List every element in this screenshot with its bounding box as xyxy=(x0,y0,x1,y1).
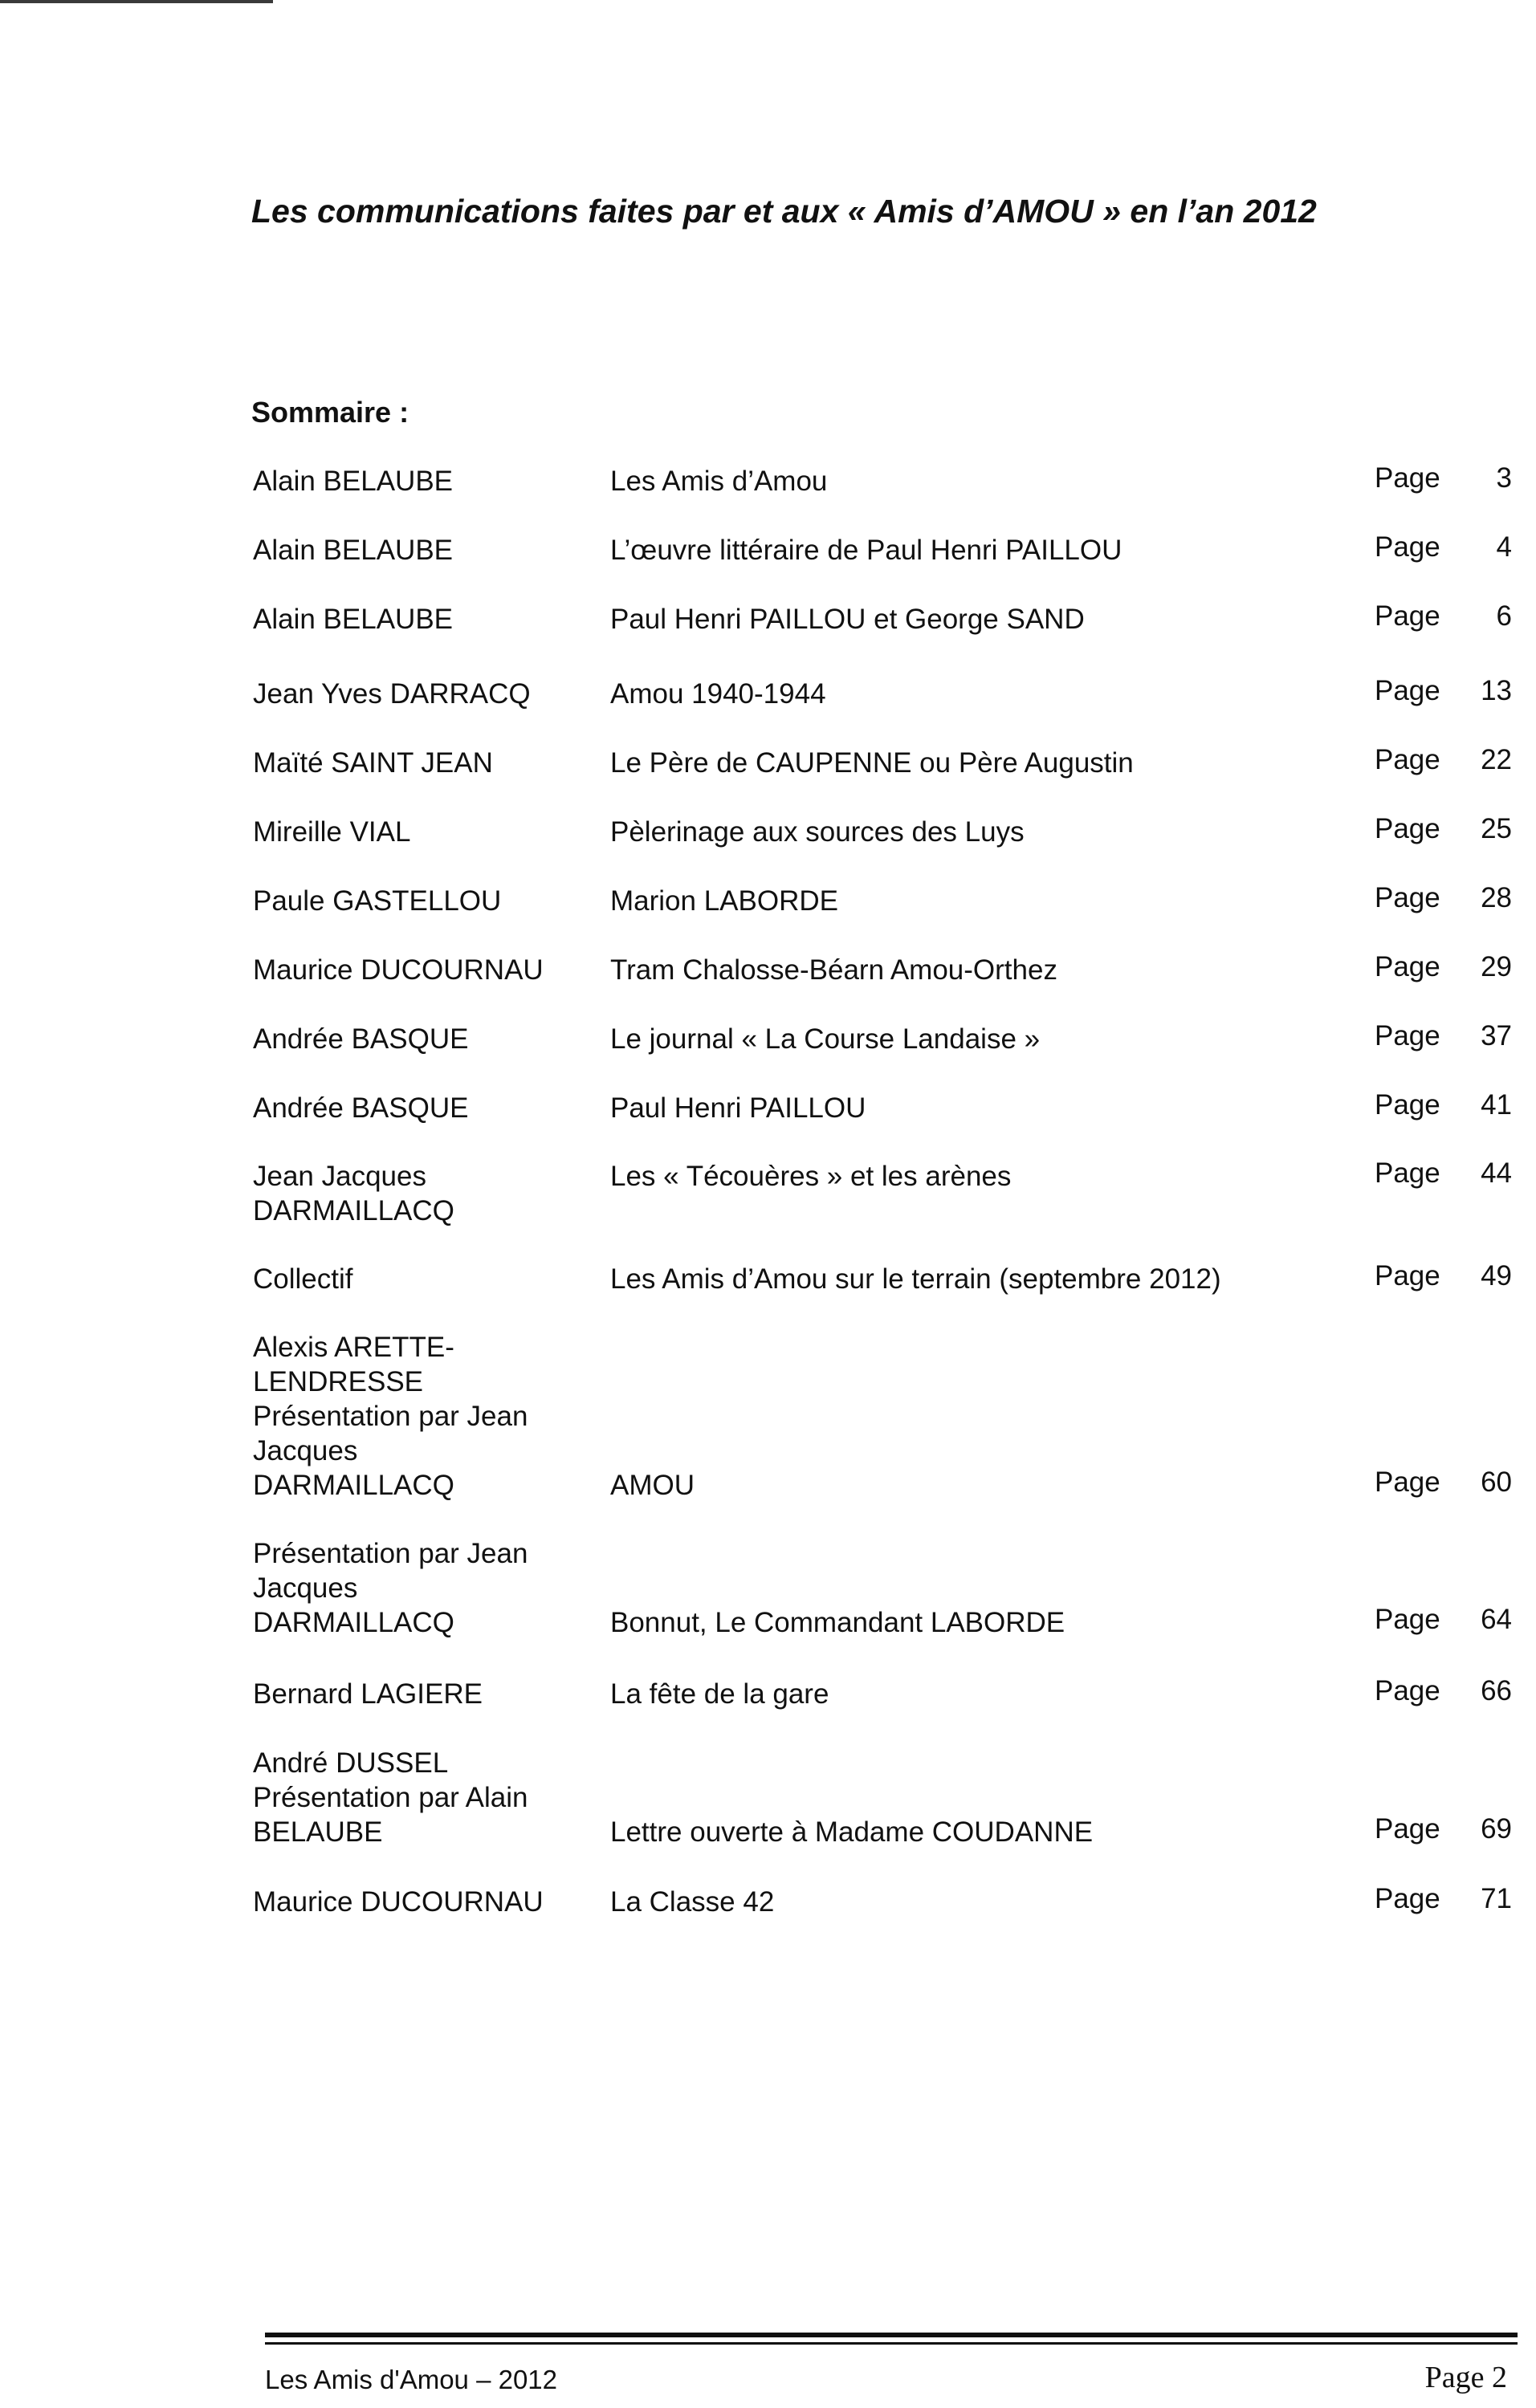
entry-author: Bernard LAGIERE xyxy=(253,1678,483,1710)
entry-page-number: 6 xyxy=(1496,600,1512,632)
entry-page-number: 41 xyxy=(1481,1089,1512,1121)
entry-page-number: 3 xyxy=(1496,462,1512,494)
entry-page-label: Page xyxy=(1375,951,1440,982)
entry-page-label: Page xyxy=(1375,1020,1440,1051)
entry-page-number: 60 xyxy=(1481,1466,1512,1498)
footer-page-number: Page 2 xyxy=(1424,2361,1507,2394)
entry-title: Amou 1940-1944 xyxy=(610,678,826,710)
entry-author: Maïté SAINT JEAN xyxy=(253,747,493,779)
entry-title: Le Père de CAUPENNE ou Père Augustin xyxy=(610,747,1134,779)
entry-author: Andrée BASQUE xyxy=(253,1092,469,1124)
footer-rule xyxy=(265,2333,1518,2337)
entry-author: Présentation par Jean Jacques DARMAILLACQ xyxy=(253,1538,528,1638)
entry-title: Les Amis d’Amou xyxy=(610,466,828,497)
entry-author: Alain BELAUBE xyxy=(253,604,454,635)
entry-title: L’œuvre littéraire de Paul Henri PAILLOU xyxy=(610,535,1122,566)
entry-author: Andrée BASQUE xyxy=(253,1023,469,1055)
entry-title: Les « Técouères » et les arènes xyxy=(610,1161,1012,1192)
entry-author: Paule GASTELLOU xyxy=(253,885,502,917)
entry-page-number: 29 xyxy=(1481,951,1512,982)
entry-page-number: 22 xyxy=(1481,744,1512,775)
entry-author: Jean Yves DARRACQ xyxy=(253,678,531,710)
entry-author: Alain BELAUBE xyxy=(253,466,454,497)
entry-page-number: 28 xyxy=(1481,882,1512,913)
entry-title: Le journal « La Course Landaise » xyxy=(610,1023,1041,1055)
entry-author: Alexis ARETTE- LENDRESSE Présentation par Jean Jacques DARMAILLACQ xyxy=(253,1332,528,1501)
entry-title: Marion LABORDE xyxy=(610,885,838,917)
scan-edge-line xyxy=(0,0,273,3)
entry-title: Tram Chalosse-Béarn Amou-Orthez xyxy=(610,954,1057,986)
entry-page-number: 13 xyxy=(1481,675,1512,706)
entry-page-number: 71 xyxy=(1481,1883,1512,1914)
entry-title: Pèlerinage aux sources des Luys xyxy=(610,816,1025,848)
entry-author: Mireille VIAL xyxy=(253,816,411,848)
entry-title: Les Amis d’Amou sur le terrain (septembre 2012) xyxy=(610,1263,1221,1295)
entry-author: Collectif xyxy=(253,1263,353,1295)
entry-page-label: Page xyxy=(1375,1675,1440,1706)
entry-title: La fête de la gare xyxy=(610,1678,829,1710)
entry-page-number: 64 xyxy=(1481,1604,1512,1635)
entry-page-label: Page xyxy=(1375,882,1440,913)
entry-author: Maurice DUCOURNAU xyxy=(253,954,544,986)
entry-author: Jean Jacques DARMAILLACQ xyxy=(253,1161,454,1226)
entry-page-number: 4 xyxy=(1496,531,1512,563)
entry-author: André DUSSEL Présentation par Alain BELAUBE xyxy=(253,1747,528,1848)
entry-page-label: Page xyxy=(1375,1089,1440,1121)
entry-page-label: Page xyxy=(1375,1466,1440,1498)
entry-page-number: 25 xyxy=(1481,813,1512,844)
entry-page-label: Page xyxy=(1375,744,1440,775)
entry-page-label: Page xyxy=(1375,813,1440,844)
entry-page-label: Page xyxy=(1375,675,1440,706)
entry-title: Lettre ouverte à Madame COUDANNE xyxy=(610,1816,1094,1848)
entry-author: Maurice DUCOURNAU xyxy=(253,1886,544,1918)
entry-title: La Classe 42 xyxy=(610,1886,775,1918)
toc-heading: Sommaire : xyxy=(251,396,409,429)
entry-page-label: Page xyxy=(1375,600,1440,632)
entry-page-label: Page xyxy=(1375,1813,1440,1845)
entry-page-label: Page xyxy=(1375,1883,1440,1914)
entry-page-label: Page xyxy=(1375,1260,1440,1291)
entry-page-number: 69 xyxy=(1481,1813,1512,1845)
entry-title: Bonnut, Le Commandant LABORDE xyxy=(610,1607,1065,1638)
footer-publication: Les Amis d'Amou – 2012 xyxy=(265,2365,558,2394)
entry-page-label: Page xyxy=(1375,531,1440,563)
entry-page-label: Page xyxy=(1375,1604,1440,1635)
entry-title: Paul Henri PAILLOU et George SAND xyxy=(610,604,1085,635)
document-title: Les communications faites par et aux « Amis d’AMOU » en l’an 2012 xyxy=(251,193,1317,230)
entry-page-number: 44 xyxy=(1481,1157,1512,1189)
entry-author: Alain BELAUBE xyxy=(253,535,454,566)
entry-page-number: 49 xyxy=(1481,1260,1512,1291)
entry-page-label: Page xyxy=(1375,1157,1440,1189)
entry-title: Paul Henri PAILLOU xyxy=(610,1092,866,1124)
entry-page-number: 37 xyxy=(1481,1020,1512,1051)
footer-rule xyxy=(265,2342,1518,2345)
entry-page-number: 66 xyxy=(1481,1675,1512,1706)
entry-page-label: Page xyxy=(1375,462,1440,494)
entry-title: AMOU xyxy=(610,1470,695,1501)
